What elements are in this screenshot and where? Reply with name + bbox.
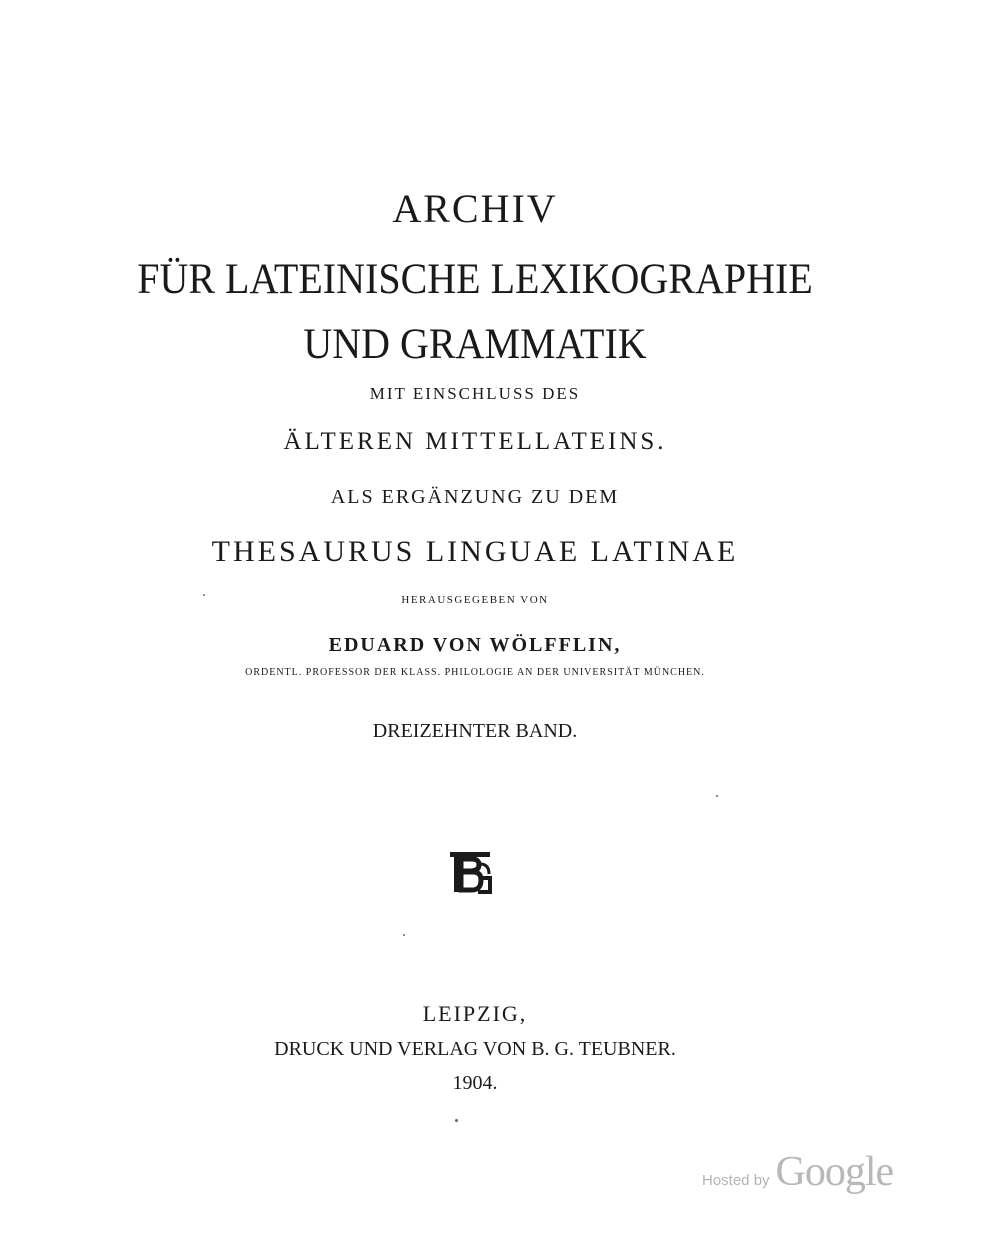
editor-name: EDUARD VON WÖLFFLIN, <box>328 634 622 656</box>
scan-speck <box>203 594 205 596</box>
google-watermark <box>702 1148 893 1196</box>
publication-year: 1904. <box>452 1072 498 1094</box>
subtitle-mittellateins: ÄLTEREN MITTELLATEINS. <box>283 428 667 455</box>
subtitle-ergaenzung: ALS ERGÄNZUNG ZU DEM <box>330 486 620 508</box>
hosted-by-text: Hosted by <box>702 1172 770 1189</box>
scan-speck <box>403 934 405 936</box>
publisher-line: DRUCK UND VERLAG VON B. G. TEUBNER. <box>274 1038 676 1060</box>
publication-place: LEIPZIG, <box>422 1001 528 1026</box>
editor-intro: HERAUSGEGEBEN VON <box>401 594 549 606</box>
editor-title: ORDENTL. PROFESSOR DER KLASS. PHILOLOGIE AN DER UNIVERSITÄT MÜNCHEN. <box>245 667 705 678</box>
scan-speck <box>716 795 718 797</box>
google-logo-text: Google <box>775 1149 894 1195</box>
title-lexikographie: FÜR LATEINISCHE LEXIKOGRAPHIE <box>137 254 813 303</box>
scan-speck <box>455 1119 458 1122</box>
publisher-monogram-logo <box>448 850 492 894</box>
title-grammatik: UND GRAMMATIK <box>303 319 647 368</box>
subtitle-thesaurus: THESAURUS LINGUAE LATINAE <box>211 535 739 568</box>
volume-label: DREIZEHNTER BAND. <box>372 720 578 742</box>
title-archiv: ARCHIV <box>392 186 558 231</box>
subtitle-einschluss: MIT EINSCHLUSS DES <box>369 384 581 403</box>
